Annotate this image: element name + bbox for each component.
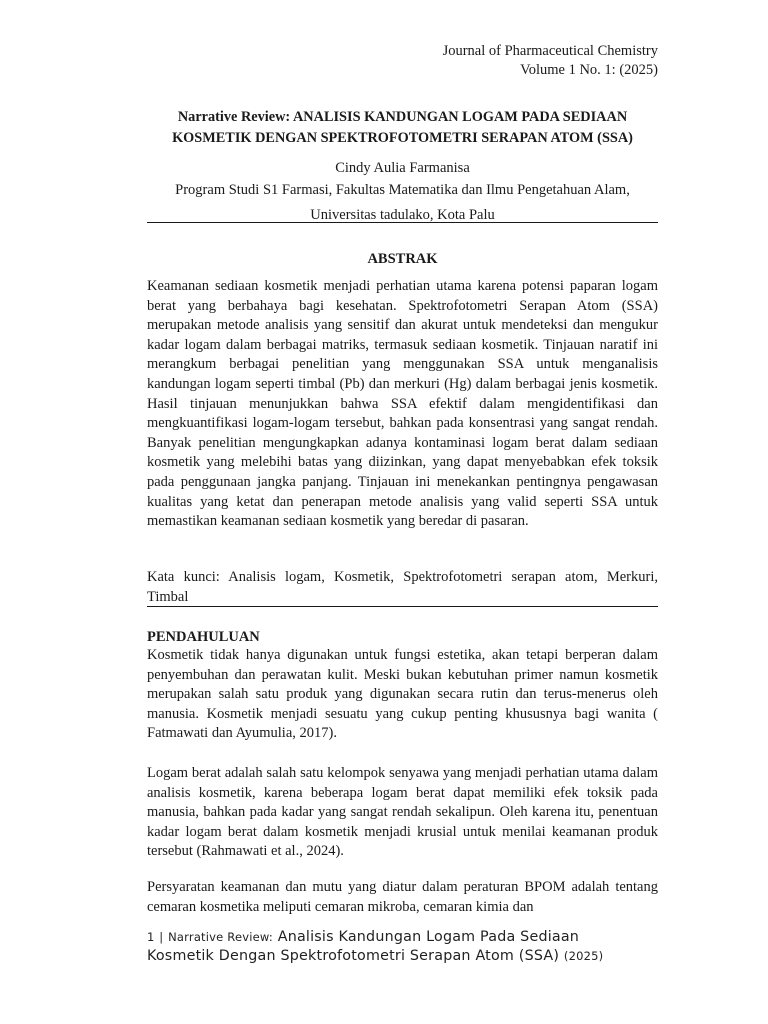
title-line-2: KOSMETIK DENGAN SPEKTROFOTOMETRI SERAPAN ATOM (SSA) xyxy=(172,130,633,146)
introduction-paragraph-1: Kosmetik tidak hanya digunakan untuk fungsi estetika, akan tetapi berperan dalam penyembuhan dan perawatan kulit. Meski bukan kebutuhan primer namun kosmetik merupakan salah satu produk yang digunakan secara rutin dan terus-menerus oleh manusia. Kosmetik menjadi sesuatu yang cukup penting khususnya bagi wanita ( Fatmawati dan Ayumulia, 2017). xyxy=(147,647,658,742)
header-divider xyxy=(147,222,658,223)
introduction-heading: PENDAHULUAN xyxy=(147,629,260,645)
affiliation-line-1: Program Studi S1 Farmasi, Fakultas Matematika dan Ilmu Pengetahuan Alam, xyxy=(175,182,630,198)
journal-name: Journal of Pharmaceutical Chemistry xyxy=(442,43,658,59)
footer-title-part-1: Analisis Kandungan Logam Pada Sediaan xyxy=(277,929,580,945)
page-footer xyxy=(147,928,658,966)
abstract-divider xyxy=(147,606,658,607)
title-prefix: Narrative Review: xyxy=(177,109,293,125)
introduction-paragraph-3: Persyaratan keamanan dan mutu yang diatur dalam peraturan BPOM adalah tentang cemaran kosmetika meliputi cemaran mikroba, cemaran kimia dan xyxy=(147,879,658,915)
title-line-1: ANALISIS KANDUNGAN LOGAM PADA SEDIAAN xyxy=(292,109,628,125)
affiliation-line-2: Universitas tadulako, Kota Palu xyxy=(310,207,495,223)
affiliation xyxy=(147,178,658,228)
document-page xyxy=(147,0,658,1024)
keywords: Kata kunci: Analisis logam, Kosmetik, Spektrofotometri serapan atom, Merkuri, Timbal xyxy=(147,569,658,605)
journal-header xyxy=(443,42,658,80)
introduction-paragraph-2: Logam berat adalah salah satu kelompok senyawa yang menjadi perhatian utama dalam analisis kosmetik, karena beberapa logam berat dapat memiliki efek toksik pada manusia, bahkan pada kadar yang sangat rendah sekalipun. Oleh karena itu, penentuan kadar logam berat dalam kosmetik menjadi krusial untuk menilai keamanan produk tersebut (Rahmawati et al., 2024). xyxy=(147,765,658,860)
footer-prefix: Narrative Review: xyxy=(168,930,273,944)
author-name: Cindy Aulia Farmanisa xyxy=(335,160,470,176)
footer-title-part-2: Kosmetik Dengan Spektrofotometri Serapan Atom (SSA) xyxy=(147,948,560,964)
abstract-text: Keamanan sediaan kosmetik menjadi perhatian utama karena potensi paparan logam berat yang berbahaya bagi kesehatan. Spektrofotometri Serapan Atom (SSA) merupakan metode analisis yang sensitif dan akurat untuk mendeteksi dan mengukur kadar logam dalam berbagai matriks, termasuk sediaan kosmetik. Tinjauan naratif ini merangkum berbagai penelitian yang menggunakan SSA untuk menganalisis kandungan logam seperti timbal (Pb) dan merkuri (Hg) dalam berbagai jenis kosmetik. Hasil tinjauan menunjukkan bahwa SSA efektif dalam mengidentifikasi dan mengkuantifikasi logam-logam tersebut, bahkan pada konsentrasi yang sangat rendah. Banyak penelitian mengungkapkan adanya kontaminasi logam berat dalam sediaan kosmetik yang melebihi batas yang diizinkan, yang dapat menyebabkan efek toksik pada penggunaan jangka panjang. Tinjauan ini menekankan pentingnya pengawasan kualitas yang ketat dan penerapan metode analisis yang valid seperti SSA untuk memastikan keamanan sediaan kosmetik yang beredar di pasaran. xyxy=(147,278,658,530)
abstract-heading: ABSTRAK xyxy=(367,251,438,267)
footer-year: (2025) xyxy=(563,949,604,963)
journal-volume: Volume 1 No. 1: (2025) xyxy=(520,62,658,78)
footer-separator: | xyxy=(159,930,164,944)
article-title xyxy=(147,107,658,149)
page-number: 1 xyxy=(147,930,155,944)
